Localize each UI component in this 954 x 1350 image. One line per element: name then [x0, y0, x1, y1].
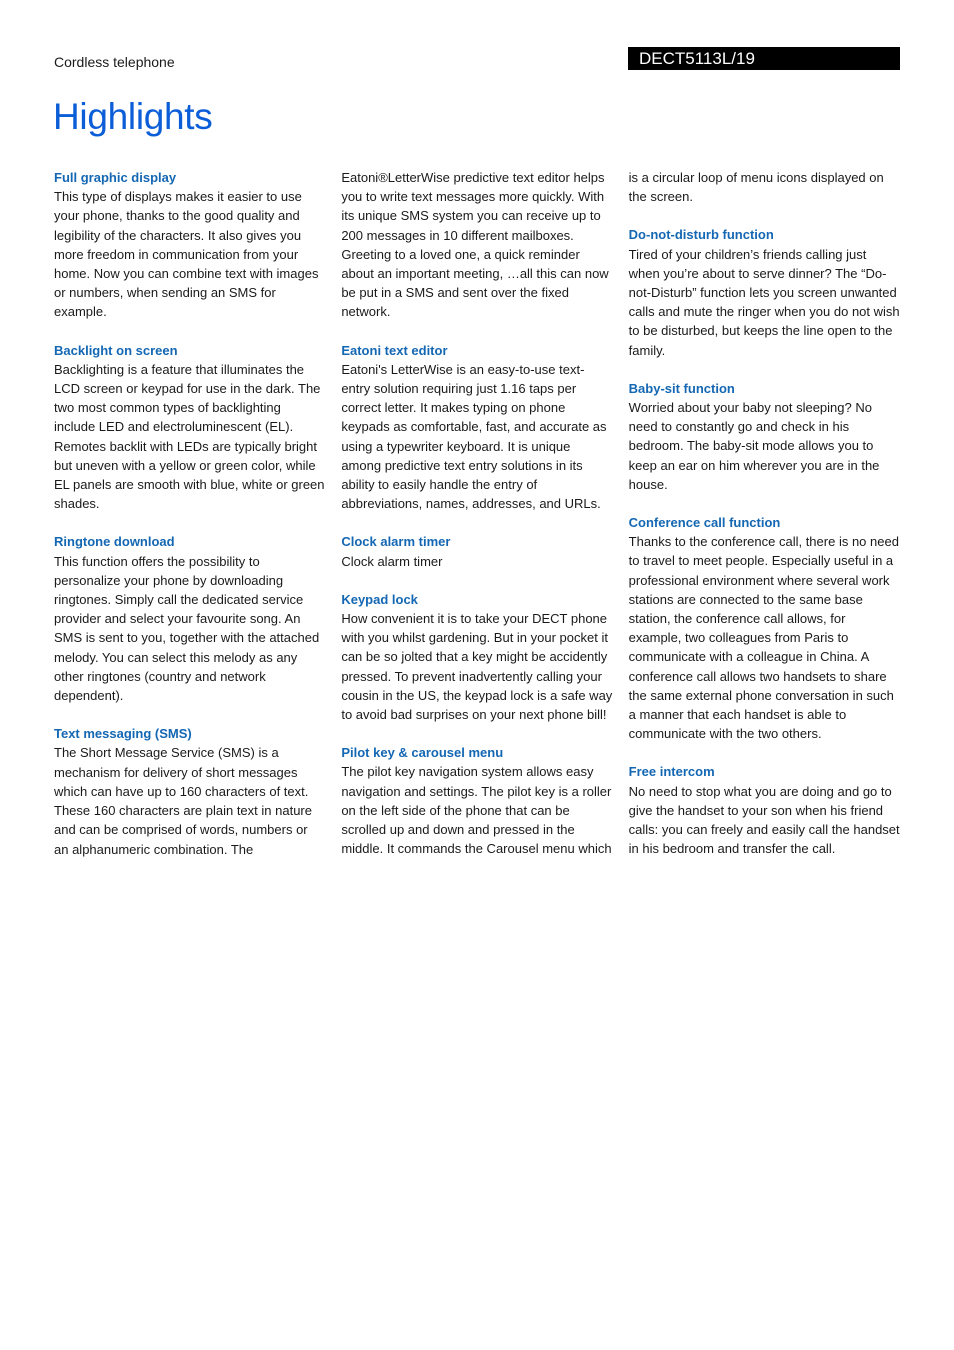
section-do-not-disturb: [629, 225, 900, 359]
highlights-columns: [54, 168, 900, 868]
section-heading: Full graphic display: [54, 170, 177, 185]
section-backlight-on-screen: [54, 341, 325, 514]
section-heading: Ringtone download: [54, 534, 175, 550]
section-conference-call: [629, 513, 900, 743]
section-clock-alarm-timer: [341, 532, 612, 570]
section-heading: Clock alarm timer: [341, 534, 451, 550]
model-number-badge: DECT5113L/19: [628, 47, 900, 70]
section-body: No need to stop what you are doing and go to give the handset to your son when his friend calls: you can freely and easily call the handset in his bedroom and transfer the call.: [628, 783, 900, 857]
section-heading: Eatoni text editor: [341, 342, 448, 358]
section-keypad-lock: [341, 590, 612, 724]
section-heading: Baby-sit function: [628, 380, 735, 396]
section-baby-sit: [629, 379, 900, 494]
section-body: Thanks to the conference call, there is no need to travel to meet people. Especially useful in a professional environment where several work stations are connected to the same base station, the conference call allows, for example, two colleagues from Paris to communicate with a colleague in China. A conference call allows two handsets to share the same external phone conversation in such a manner that each handset is able to communicate with the two others.: [628, 534, 899, 742]
section-body: This type of displays makes it easier to use your phone, thanks to the good quality and legibility of the characters. It also gives you more freedom in communication from your home. Now you can combine text with images or numbers, when sending an SMS for example.: [54, 189, 319, 320]
section-body: Eatoni's LetterWise is an easy-to-use text-entry solution requiring just 1.16 taps per correct letter. It makes typing on phone keypads as comfortable, fast, and accurate as using a typewriter keyboard. It is unique among predictive text entry solutions in its ability to easily handle the entry of abbreviations, names, addresses, and URLs.: [341, 361, 607, 512]
section-body: This function offers the possibility to personalize your phone by downloading ringtones. Simply call the dedicated service provider and select your favourite song. An SMS is sent to you, together with the attached melody. You can select this melody as any other ringtones (country and network dependent).: [54, 553, 320, 704]
product-category: Cordless telephone: [54, 54, 175, 70]
section-full-graphic-display: [54, 168, 325, 322]
section-heading: Do-not-disturb function: [628, 227, 774, 243]
section-ringtone-download: [54, 532, 325, 705]
section-body: Clock alarm timer: [341, 553, 443, 569]
section-body: Tired of your children’s friends calling just when you’re about to serve dinner? The “Do-not-Disturb” function lets you screen unwanted calls and mute the ringer when you do not wish to be disturbed, but keeps the line open to the family.: [628, 246, 900, 358]
section-body: The Short Message Service (SMS) is a mechanism for delivery of short messages which can have up to 160 characters of text. These 160 characters are plain text in nature and can be comprised of words, numbers or an alphanumeric combination. The Eatoni®LetterWise predictive text editor helps you to write text messages more quickly. With its unique SMS system you can receive up to 200 messages in 10 different mailboxes. Greeting to a loved one, a quick reminder about an important meeting, …all this can now be put in a SMS and sent over the fixed network.: [54, 170, 609, 857]
section-body: How convenient it is to take your DECT phone with you whilst gardening. But in your pocket it can be so jolted that a key might be accidently pressed. To prevent inadvertently calling your cousin in the US, the keypad lock is a safe way to avoid bad surprises on your next phone bill!: [341, 611, 613, 723]
section-body: The pilot key navigation system allows easy navigation and settings. The pilot key is a roller on the left side of the phone that can be scrolled up and down and pressed in the middle. It commands the Carousel menu which is a circular loop of menu icons displayed on the screen.: [341, 170, 884, 857]
section-heading: Free intercom: [628, 764, 715, 780]
section-heading: Keypad lock: [341, 591, 418, 607]
section-heading: Backlight on screen: [54, 342, 178, 358]
section-free-intercom: [629, 762, 900, 858]
section-heading: Conference call function: [628, 515, 781, 531]
section-heading: Pilot key & carousel menu: [341, 745, 504, 761]
section-body: Backlighting is a feature that illuminates the LCD screen or keypad for use in the dark. The two most common types of backlighting include LED and electroluminescent (EL). Remotes backlit with LEDs are typically bright but uneven with a yellow or green color, while EL panels are smooth with blue, white or green shades.: [54, 361, 325, 512]
section-heading: Text messaging (SMS): [54, 726, 192, 742]
page-title: Highlights: [53, 96, 213, 137]
section-body: Worried about your baby not sleeping? No need to constantly go and check in his bedroom. The baby-sit mode allows you to keep an ear on him wherever you are in the house.: [628, 400, 880, 492]
section-eatoni-text-editor: [341, 341, 612, 514]
